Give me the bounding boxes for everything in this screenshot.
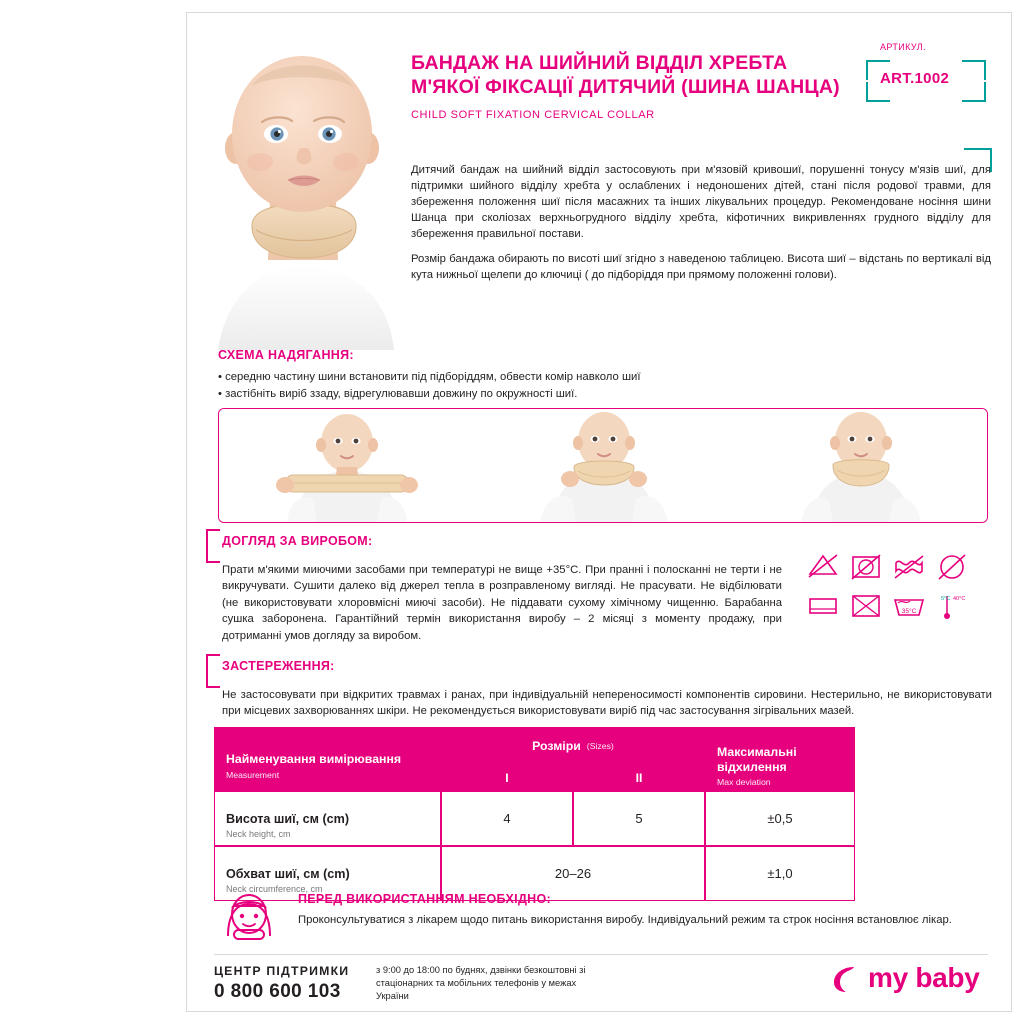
hand-wash-35-icon bbox=[892, 591, 926, 621]
scheme-step: • застібніть виріб ззаду, відрегулювавши довжину по окружності шиї. bbox=[218, 387, 578, 400]
care-text: Прати м'якими миючими засобами при температурі не вище +35°С. При пранні і полосканні не терти і не викручувати. Сушити далеко від джерел тепла в розправленому вигляді. Не прасувати. Не відбілювати (не використовувати хлоровмісні миючі засоби). Не піддавати сухому хімічному чищенню. Барабанна сушка заборонена. Гарантійний термін використання виробу – 2 місяці з моменту продажу, при дотриманні умов догляду за виробом. bbox=[222, 564, 782, 642]
size-label-1: I bbox=[505, 770, 509, 785]
doctor-consult-icon bbox=[214, 884, 284, 946]
svg-text:5°С: 5°С bbox=[941, 596, 951, 602]
table-header-measurement-title: Найменування вимірювання bbox=[226, 752, 402, 767]
sizes-table bbox=[214, 727, 988, 901]
cell-value: ±1,0 bbox=[767, 866, 793, 881]
cell-neck-height-deviation bbox=[705, 791, 855, 846]
corner-decoration bbox=[962, 82, 986, 102]
table-header-measurement bbox=[214, 727, 441, 791]
no-wring-icon bbox=[892, 552, 926, 582]
row-label-sub: Neck circumference, cm bbox=[226, 884, 323, 895]
page-title: БАНДАЖ НА ШИЙНИЙ ВІДДІЛ ХРЕБТА М'ЯКОЇ ФІКСАЦІЇ ДИТЯЧИЙ (ШИНА ШАНЦА) bbox=[411, 52, 840, 98]
no-machine-wash-icon bbox=[849, 591, 883, 621]
article-label: АРТИКУЛ. bbox=[880, 42, 926, 52]
footer-divider bbox=[214, 954, 988, 955]
table-header-row-1 bbox=[214, 727, 988, 791]
brand-logo bbox=[826, 960, 996, 1000]
cell-value: 5 bbox=[635, 811, 643, 826]
table-row bbox=[214, 791, 988, 846]
step-photo-1 bbox=[219, 409, 475, 522]
table-header-sizes bbox=[441, 727, 705, 765]
before-use-section bbox=[214, 892, 994, 950]
no-tumble-dry-icon bbox=[849, 552, 883, 582]
table-header-size-2 bbox=[573, 765, 705, 791]
step-photo-3 bbox=[733, 409, 988, 522]
baby-photo bbox=[196, 30, 411, 350]
row-label-title: Обхват шиї, см (cm) bbox=[226, 866, 350, 881]
table-header-deviation-sub: Max deviation bbox=[717, 776, 771, 787]
scheme-steps bbox=[218, 369, 828, 403]
corner-decoration bbox=[964, 148, 992, 172]
scheme-photos bbox=[218, 408, 988, 523]
table-header-measurement-sub: Measurement bbox=[226, 769, 280, 780]
cell-neck-height-size-2 bbox=[573, 791, 705, 846]
before-use-heading: ПЕРЕД ВИКОРИСТАННЯМ НЕОБХІДНО: bbox=[298, 892, 551, 906]
warning-text: Не застосовувати при відкритих травмах і ранах, при індивідуальній непереносимості компонентів сировини. Нестерильно, не використовувати при місцевих захворюваннях шкіри. Не рекомендується використовувати виріб під час застосування зігрівальних мазей. bbox=[222, 689, 992, 718]
no-dry-clean-icon bbox=[935, 552, 969, 582]
intro-text bbox=[411, 162, 991, 283]
scheme-step: • середню частину шини встановити під підборіддям, обвести комір навколо шиї bbox=[218, 371, 641, 383]
cell-neck-height-size-1 bbox=[441, 791, 573, 846]
size-label-2: II bbox=[635, 770, 643, 785]
corner-decoration bbox=[962, 60, 986, 80]
cell-value: 20–26 bbox=[554, 866, 592, 881]
row-label-neck-height bbox=[214, 791, 441, 846]
page-subtitle: CHILD SOFT FIXATION CERVICAL COLLAR bbox=[411, 108, 655, 121]
row-label-title: Висота шиї, см (cm) bbox=[226, 811, 350, 826]
moon-icon bbox=[828, 964, 862, 994]
brand-name: my baby bbox=[868, 962, 980, 993]
scheme-section bbox=[218, 348, 828, 403]
table-header-sizes-title: Розміри bbox=[532, 738, 581, 753]
support-phone[interactable]: 0 800 600 103 bbox=[214, 981, 341, 1002]
table-header-sizes-sub: (Sizes) bbox=[586, 741, 614, 751]
table-header-deviation bbox=[705, 727, 855, 791]
step-photo-2 bbox=[476, 409, 732, 522]
svg-text:35°С: 35°С bbox=[901, 608, 917, 615]
support-note: з 9:00 до 18:00 по буднях, дзвінки безкоштовні зі стаціонарних та мобільних телефонів у межах України bbox=[376, 965, 586, 1002]
product-header bbox=[411, 52, 841, 121]
warning-section bbox=[206, 657, 996, 720]
care-symbols bbox=[806, 552, 986, 630]
intro-paragraph-2: Розмір бандажа обирають по висоті шиї згідно з наведеною таблицею. Висота шиї – відстань по вертикалі від кута нижньої щелепи до ключиці ( до підборіддя при прямому положенні голови). bbox=[411, 253, 991, 282]
cell-value: 4 bbox=[503, 811, 511, 826]
support-title: ЦЕНТР ПІДТРИМКИ bbox=[214, 964, 350, 978]
cell-value: ±0,5 bbox=[767, 811, 793, 826]
temperature-40-icon bbox=[935, 591, 969, 621]
support-block bbox=[214, 964, 349, 1003]
article-badge bbox=[866, 42, 986, 102]
no-iron-icon bbox=[806, 591, 840, 621]
row-label-sub: Neck height, cm bbox=[226, 829, 291, 840]
no-bleach-icon bbox=[806, 552, 840, 582]
bracket-decoration bbox=[206, 529, 220, 563]
care-heading: ДОГЛЯД ЗА ВИРОБОМ: bbox=[222, 534, 373, 548]
bracket-decoration bbox=[206, 654, 220, 688]
scheme-heading: СХЕМА НАДЯГАННЯ: bbox=[218, 348, 354, 362]
intro-paragraph-1: Дитячий бандаж на шийний відділ застосовують при м'язовій кривошиї, порушенні тонусу м'язів шиї, для підтримки шийного відділу хребта у ослаблених і недоношених дітей, стані після родової травми, для збереження положення шиї після масажних та інших лікувальних процедур. Рекомендоване носіння шини Шанца при сколіозах верхньогрудного відділу хребта, кіфотичних викривленнях грудного відділу для збереження правильної постави. bbox=[411, 164, 991, 241]
warning-heading: ЗАСТЕРЕЖЕННЯ: bbox=[222, 659, 335, 673]
table-header-deviation-title: Максимальні відхилення bbox=[717, 745, 797, 774]
before-use-text: Проконсультуватися з лікарем щодо питань використання виробу. Індивідуальний режим та строк носіння встановлює лікар. bbox=[298, 914, 952, 926]
svg-text:40°С: 40°С bbox=[953, 596, 966, 602]
page-content bbox=[186, 12, 1012, 1012]
care-section bbox=[206, 532, 806, 644]
table-header-size-1 bbox=[441, 765, 573, 791]
article-value: ART.1002 bbox=[880, 70, 950, 87]
